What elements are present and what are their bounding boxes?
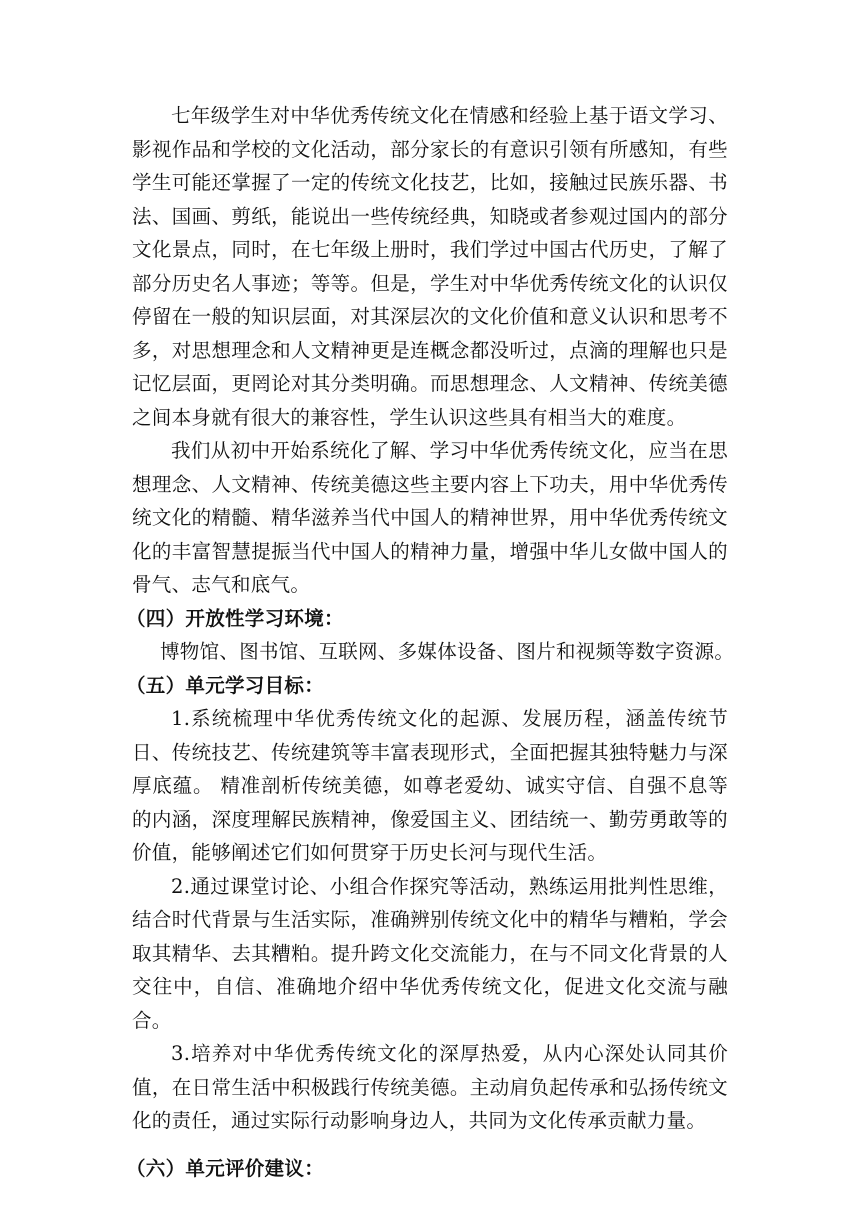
section-5-heading: （五）单元学习目标： <box>126 673 325 697</box>
learning-goal-3: 3.培养对中华优秀传统文化的深厚热爱，从内心深处认同其价值，在日常生活中积极践行传统美德。主动肩负起传承和弘扬传统文化的责任，通过实际行动影响身边人，共同为文化传承贡献力量。 <box>132 1042 728 1132</box>
learning-goal-1: 1.系统梳理中华优秀传统文化的起源、发展历程，涵盖传统节日、传统技艺、传统建筑等丰富表现形式，全面把握其独特魅力与深厚底蕴。 精准剖析传统美德，如尊老爱幼、诚实守信、自强不息等的内涵，深度理解民族精神，像爱国主义、团结统一、勤劳勇敢等的价值，能够阐述它们如何贯穿于历史长河与现代生活。 <box>132 707 728 864</box>
learning-resources-text: 博物馆、图书馆、互联网、多媒体设备、图片和视频等数字资源。 <box>160 640 735 663</box>
intro-paragraph-1: 七年级学生对中华优秀传统文化在情感和经验上基于语文学习、影视作品和学校的文化活动，部分家长的有意识引领有所感知，有些学生可能还掌握了一定的传统文化技艺，比如，接触过民族乐器、书法、国画、剪纸，能说出一些传统经典，知晓或者参观过国内的部分文化景点，同时，在七年级上册时，我们学过中国古代历史，了解了部分历史名人事迹；等等。但是，学生对中华优秀传统文化的认识仅停留在一般的知识层面，对其深层次的文化价值和意义认识和思考不多，对思想理念和人文精神更是连概念都没听过，点滴的理解也只是记忆层面，更罔论对其分类明确。而思想理念、人文精神、传统美德之间本身就有很大的兼容性，学生认识这些具有相当大的难度。 <box>132 104 728 429</box>
spacer <box>132 1138 728 1152</box>
section-4-heading: （四）开放性学习环境： <box>126 606 344 630</box>
document-body <box>126 99 735 1185</box>
learning-goal-2: 2.通过课堂讨论、小组合作探究等活动，熟练运用批判性思维，结合时代背景与生活实际，准确辨别传统文化中的精华与糟粕，学会取其精华、去其糟粕。提升跨文化交流能力，在与不同文化背景的人交往中，自信、准确地介绍中华优秀传统文化，促进文化交流与融合。 <box>132 874 728 1032</box>
intro-paragraph-2: 我们从初中开始系统化了解、学习中华优秀传统文化，应当在思想理念、人文精神、传统美德这些主要内容上下功夫，用中华优秀传统文化的精髓、精华滋养当代中国人的精神世界，用中华优秀传统文化的丰富智慧提振当代中国人的精神力量，增强中华儿女做中国人的骨气、志气和底气。 <box>132 439 728 596</box>
section-6-heading: （六）单元评价建议： <box>126 1156 325 1180</box>
